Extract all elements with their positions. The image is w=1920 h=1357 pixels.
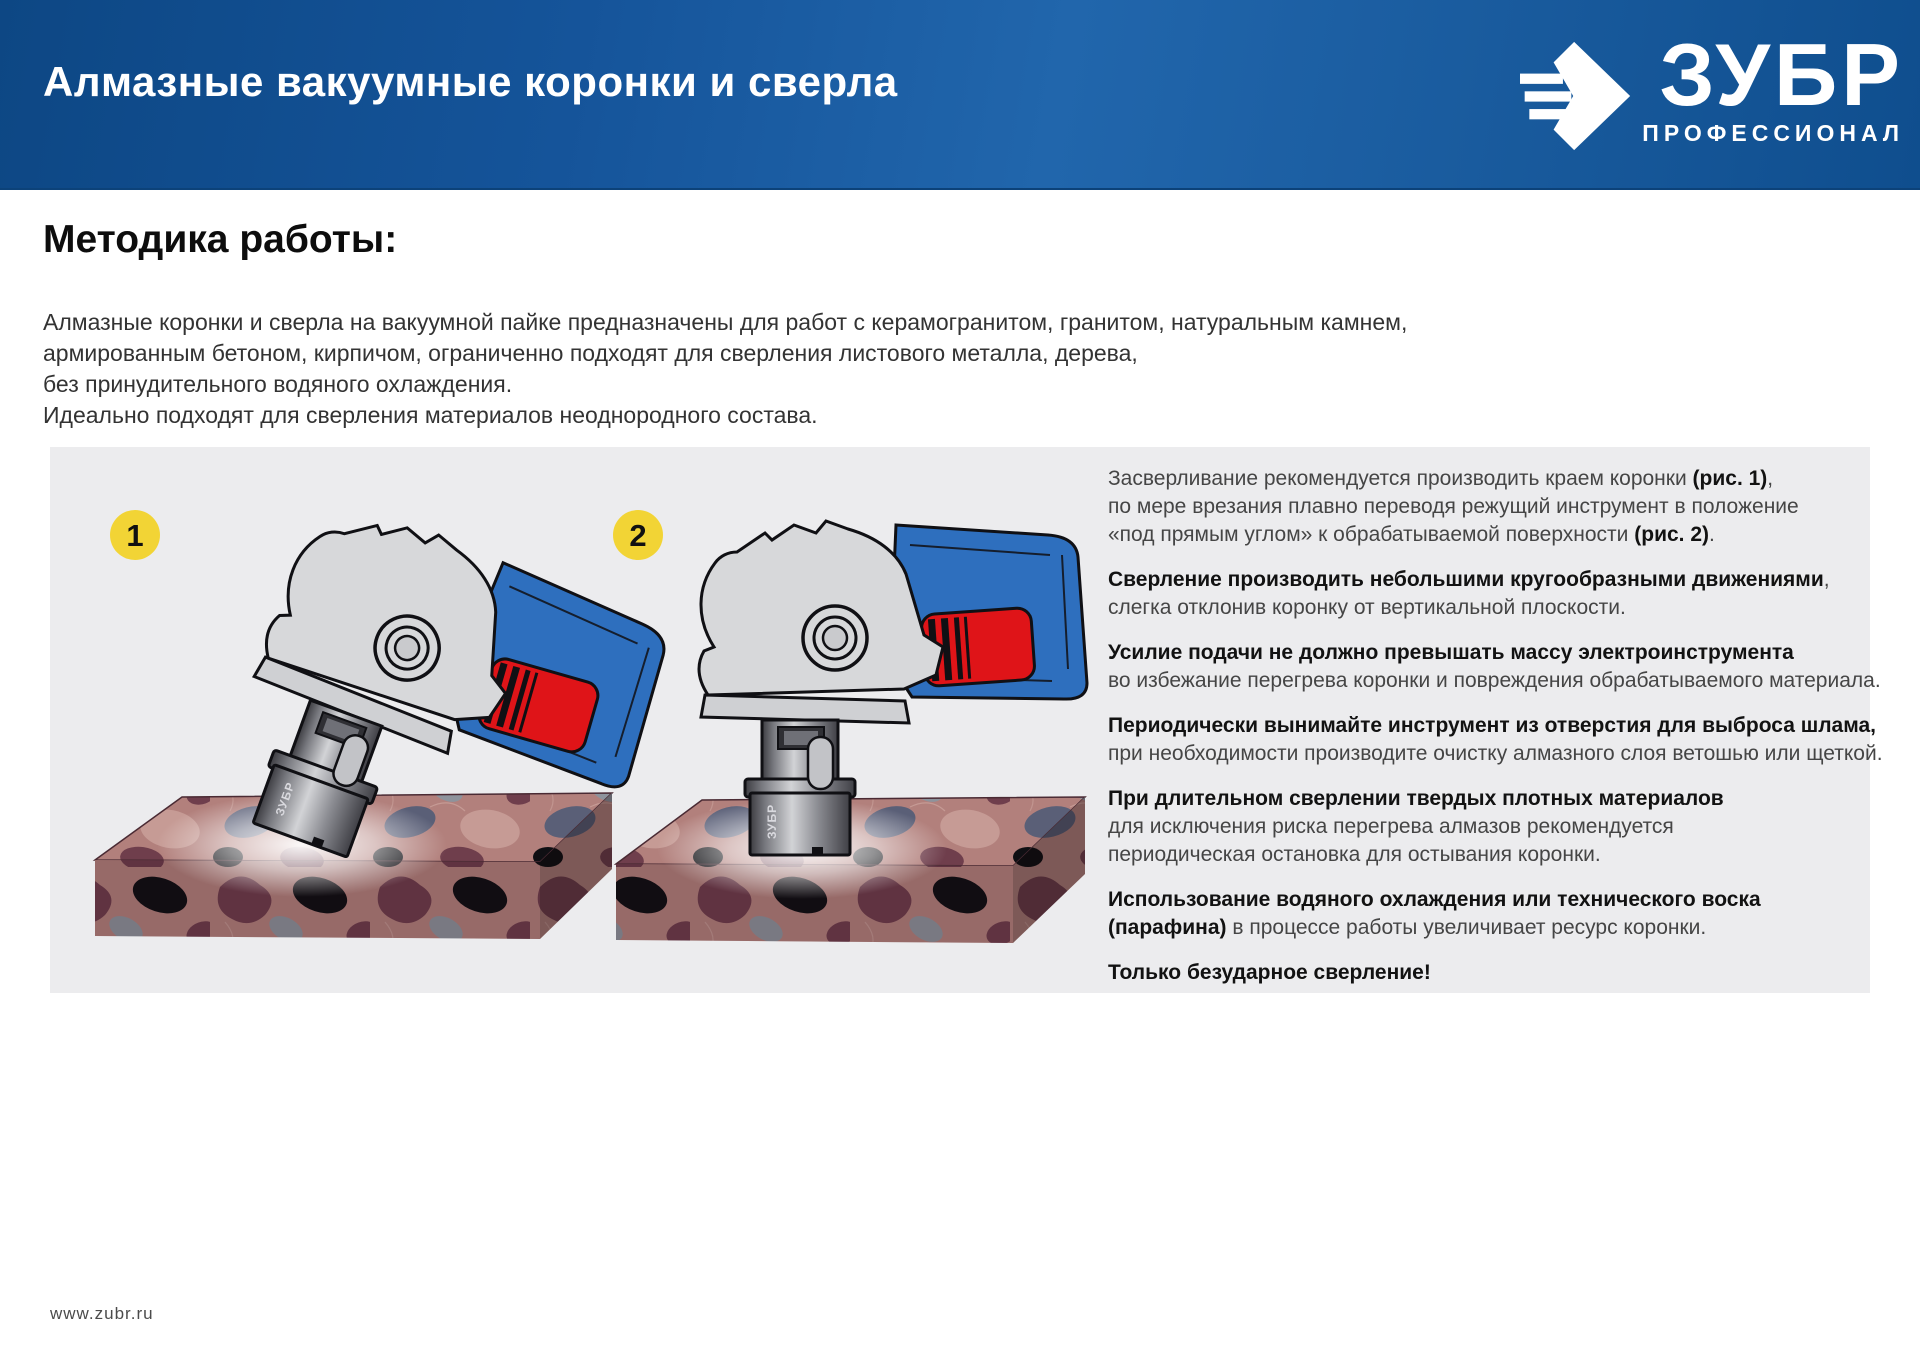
instruction-text: «под прямым углом» к обрабатываемой поверхности xyxy=(1108,523,1635,546)
instruction-text-bold: При длительном сверлении твердых плотных материалов xyxy=(1108,787,1724,810)
page-title: Алмазные вакуумные коронки и сверла xyxy=(43,58,898,105)
intro-line: армированным бетоном, кирпичом, ограниченно подходят для сверления листового металла, дерева, xyxy=(43,340,1138,366)
instruction-text-bold: Сверление производить небольшими кругообразными движениями xyxy=(1108,568,1824,591)
instruction-paragraph xyxy=(1108,712,1883,768)
logo-subbrand: ПРОФЕССИОНАЛ xyxy=(1642,120,1904,146)
instruction-text: во избежание перегрева коронки и повреждения обрабатываемого материала. xyxy=(1108,669,1881,692)
intro-line: без принудительного водяного охлаждения. xyxy=(43,371,513,397)
instruction-text: в процессе работы увеличивает ресурс коронки. xyxy=(1226,916,1707,939)
footer-url: www.zubr.ru xyxy=(50,1304,154,1323)
section-heading: Методика работы: xyxy=(43,218,398,261)
zubr-diamond-arrow-icon xyxy=(1520,40,1632,152)
instruction-text-bold: (парафина) xyxy=(1108,916,1227,939)
instruction-text: . xyxy=(1709,523,1715,546)
instruction-paragraph xyxy=(1108,785,1870,869)
zubr-logo xyxy=(1520,25,1904,152)
figure-1-number: 1 xyxy=(126,518,144,553)
instruction-paragraph xyxy=(1108,566,1870,622)
instruction-paragraph xyxy=(1108,959,1870,987)
instruction-text: периодическая остановка для остывания коронки. xyxy=(1108,843,1601,866)
instruction-text: для исключения риска перегрева алмазов рекомендуется xyxy=(1108,815,1674,838)
instruction-paragraph xyxy=(1108,465,1870,549)
header-bar xyxy=(0,0,1920,190)
logo-brand: ЗУБР xyxy=(1659,25,1904,124)
instruction-text-bold: Только безударное сверление! xyxy=(1108,961,1431,984)
instruction-text: , xyxy=(1823,568,1830,591)
logo-text xyxy=(1642,25,1904,147)
intro-paragraph xyxy=(43,307,1543,431)
instruction-paragraph xyxy=(1108,886,1870,942)
figure-2-badge xyxy=(613,510,663,560)
instruction-text-bold: Использование водяного охлаждения или технического воска xyxy=(1108,888,1761,911)
instruction-paragraph xyxy=(1108,639,1881,695)
instruction-text-bold: Периодически вынимайте инструмент из отверстия для выброса шлама, xyxy=(1108,714,1877,737)
instruction-text-bold: Усилие подачи не должно превышать массу электроинструмента xyxy=(1108,641,1794,664)
intro-line: Алмазные коронки и сверла на вакуумной пайке предназначены для работ с керамогранитом, гранитом, натуральным камнем, xyxy=(43,309,1408,335)
instruction-text: при необходимости производите очистку алмазного слоя ветошью или щеткой. xyxy=(1108,742,1883,765)
figure-2-number: 2 xyxy=(629,518,647,553)
intro-line: Идеально подходят для сверления материалов неоднородного состава. xyxy=(43,402,818,428)
instruction-text-bold: (рис. 1) xyxy=(1692,467,1768,490)
instruction-text: по мере врезания плавно переводя режущий инструмент в положение xyxy=(1108,495,1799,518)
instructions-column xyxy=(1108,465,1883,1004)
figures-illustration: ЗУБР 1 2 xyxy=(50,447,1870,993)
instruction-text-bold: (рис. 2) xyxy=(1634,523,1710,546)
figure-1-badge xyxy=(110,510,160,560)
instruction-text: слегка отклонив коронку от вертикальной плоскости. xyxy=(1108,596,1626,619)
instruction-text: , xyxy=(1767,467,1774,490)
instruction-text: Засверливание рекомендуется производить краем коронки xyxy=(1108,467,1693,490)
